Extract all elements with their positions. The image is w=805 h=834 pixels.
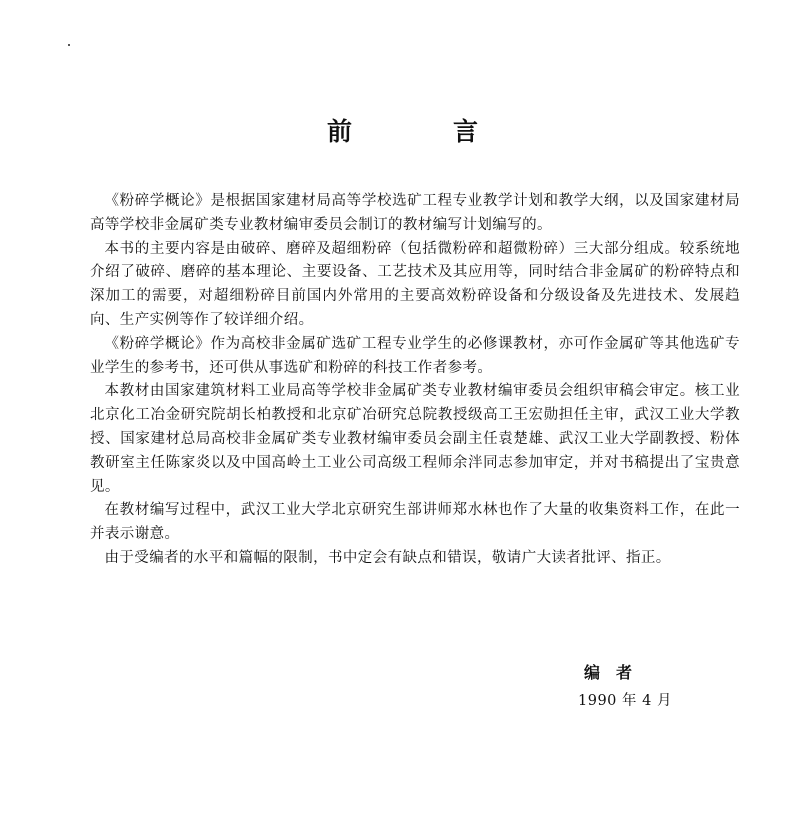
paragraph: 本教材由国家建筑材料工业局高等学校非金属矿类专业教材编审委员会组织审稿会审定。核工业北京化工冶金研究院胡长柏教授和北京矿冶研究总院教授级高工王宏勋担任主审，武汉工业大学教授、国家建材总局高校非金属矿类专业教材编审委员会副主任袁楚雄、武汉工业大学副教授、粉体教研室主任陈家炎以及中国高岭土工业公司高级工程师余泮同志参加审定，并对书稿提出了宝贵意见。 <box>90 383 740 495</box>
author-signature: 编 者 <box>584 663 633 682</box>
paragraph: 《粉碎学概论》作为高校非金属矿选矿工程专业学生的必修课教材，亦可作金属矿等其他选矿专业学生的参考书，还可供从事选矿和粉碎的科技工作者参考。 <box>90 335 740 376</box>
preface-date: 1990 年 4 月 <box>578 693 672 709</box>
paragraph: 由于受编者的水平和篇幅的限制，书中定会有缺点和错误，敬请广大读者批评、指正。 <box>104 549 671 566</box>
preface-body <box>90 190 740 571</box>
paragraph: 本书的主要内容是由破碎、磨碎及超细粉碎（包括微粉碎和超微粉碎）三大部分组成。较系统地介绍了破碎、磨碎的基本理论、主要设备、工艺技术及其应用等，同时结合非金属矿的粉碎特点和深加工的需要，对超细粉碎目前国内外常用的主要高效粉碎设备和分级设备及先进技术、发展趋向、生产实例等作了较详细介绍。 <box>90 240 740 328</box>
paragraph: 《粉碎学概论》是根据国家建材局高等学校选矿工程专业教学计划和教学大纲，以及国家建材局高等学校非金属矿类专业教材编审委员会制订的教材编写计划编写的。 <box>90 193 740 233</box>
paragraph: 在教材编写过程中，武汉工业大学北京研究生部讲师郑水林也作了大量的收集资料工作，在此一并表示谢意。 <box>90 502 740 543</box>
page-title: 前 言 <box>326 117 516 146</box>
scan-speck <box>68 44 70 46</box>
